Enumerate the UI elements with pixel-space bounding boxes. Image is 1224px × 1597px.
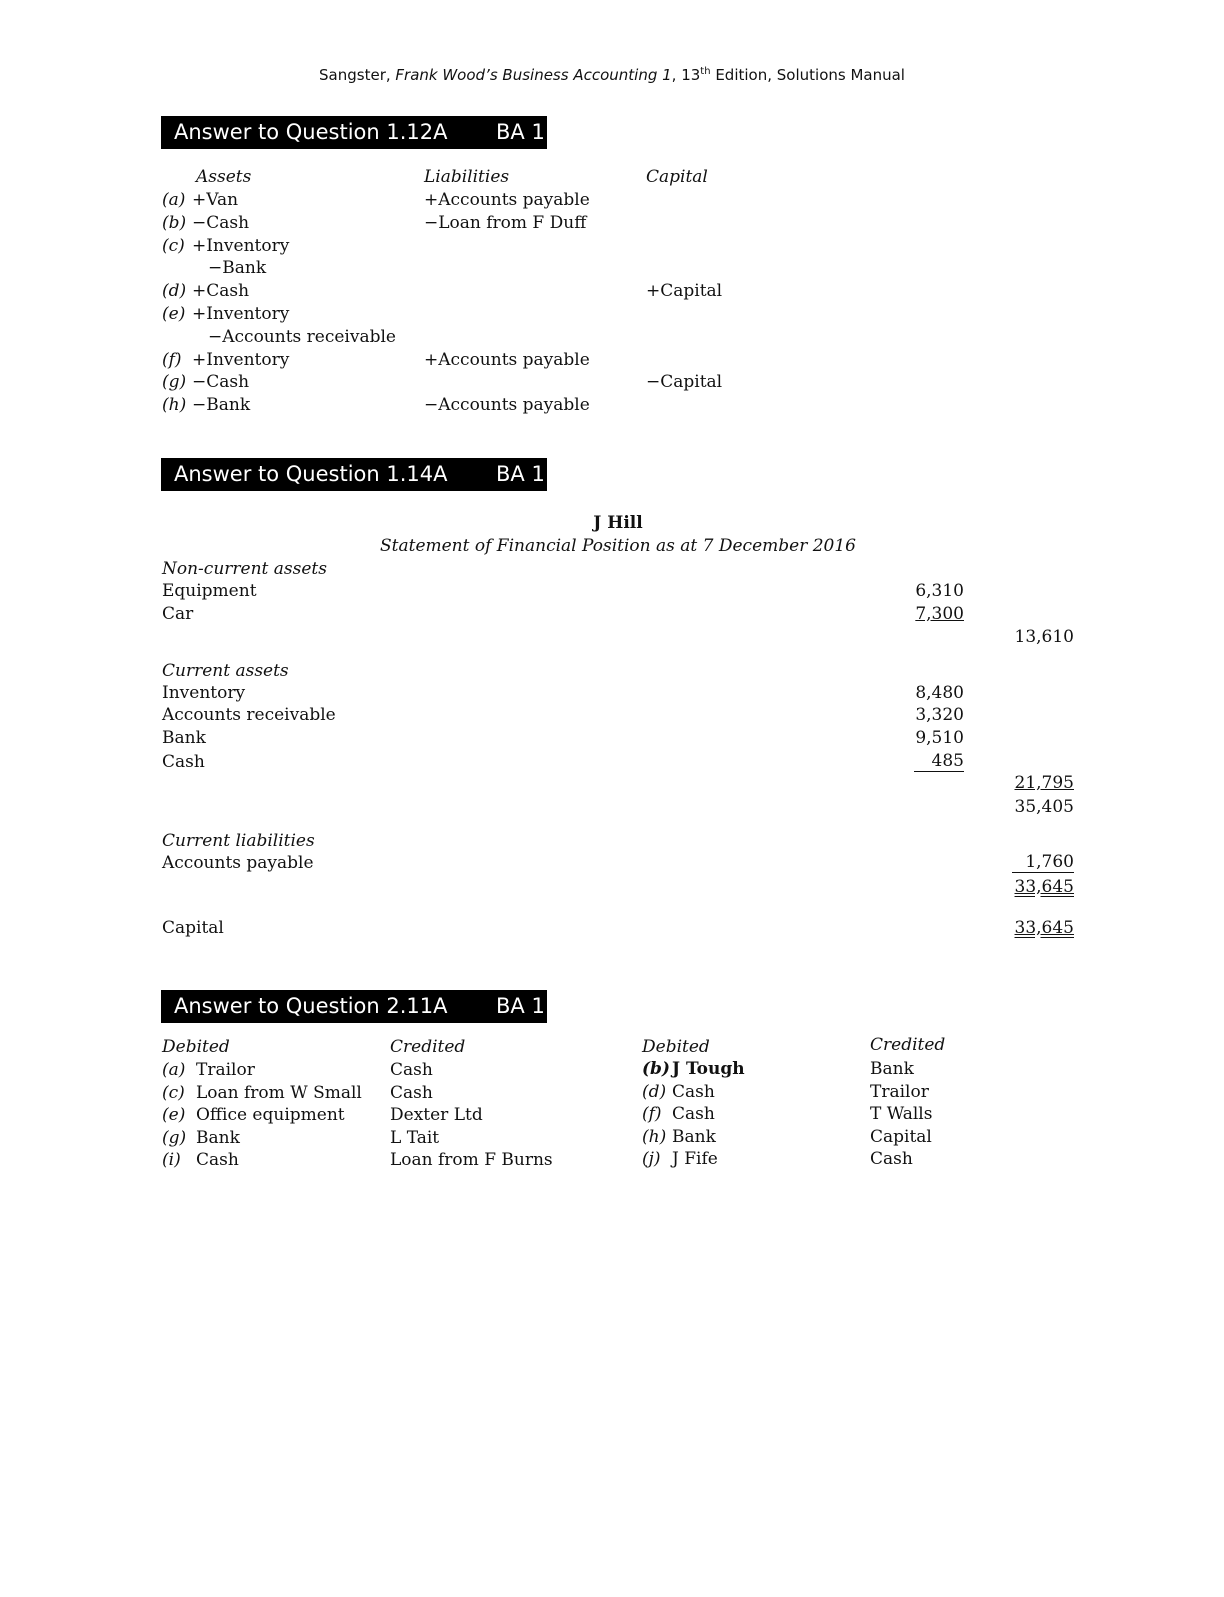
statement-title: Statement of Financial Position as at 7 December 2016 bbox=[380, 536, 856, 556]
q1-row-letter: (d) bbox=[162, 281, 187, 301]
q3-left-row-credit: Loan from F Burns bbox=[390, 1150, 553, 1170]
car-label: Car bbox=[162, 604, 194, 624]
q3-left-row-letter: (g) bbox=[162, 1128, 187, 1148]
q1-banner bbox=[161, 116, 547, 149]
q3-right-row-debit: Cash bbox=[672, 1104, 715, 1124]
header-edition-sup: th bbox=[700, 66, 711, 77]
current-liabilities-heading: Current liabilities bbox=[162, 831, 315, 851]
q1-row-asset: −Cash bbox=[192, 372, 250, 392]
q3-right-row-debit: J Tough bbox=[672, 1059, 745, 1079]
payable-label: Accounts payable bbox=[162, 853, 314, 873]
q3-left-row-debit: Loan from W Small bbox=[196, 1083, 362, 1103]
q1-row-letter: (f) bbox=[162, 350, 182, 370]
q3-left-row-letter: (c) bbox=[162, 1083, 185, 1103]
q1-col-assets: Assets bbox=[196, 167, 252, 187]
q3-right-row-debit: Bank bbox=[672, 1127, 716, 1147]
q1-row-asset: −Cash bbox=[192, 213, 250, 233]
current-assets-total: 21,795 bbox=[1014, 773, 1074, 793]
noncurrent-heading: Non-current assets bbox=[162, 559, 327, 579]
q3-left-row-credit: Cash bbox=[390, 1060, 433, 1080]
q1-row-letter: (h) bbox=[162, 395, 187, 415]
q1-row-letter: (c) bbox=[162, 236, 185, 256]
car-value: 7,300 bbox=[915, 604, 964, 624]
header-book-title: Frank Wood’s Business Accounting 1 bbox=[395, 66, 672, 84]
q3-left-row-letter: (a) bbox=[162, 1060, 186, 1080]
receivable-value: 3,320 bbox=[915, 705, 964, 725]
q1-row-letter: (e) bbox=[162, 304, 186, 324]
header-author: Sangster, bbox=[319, 66, 396, 84]
q3-left-row-credit: L Tait bbox=[390, 1128, 440, 1148]
q3-left-row-letter: (i) bbox=[162, 1150, 181, 1170]
q1-ba-label: BA 1 bbox=[496, 120, 545, 144]
equipment-label: Equipment bbox=[162, 581, 257, 601]
q1-row-asset: −Bank bbox=[208, 258, 267, 278]
q3-right-row-letter: (d) bbox=[642, 1082, 667, 1102]
payable-value: 1,760 bbox=[1012, 852, 1074, 873]
q3-left-row-credit: Dexter Ltd bbox=[390, 1105, 483, 1125]
q3-right-row-letter: (h) bbox=[642, 1127, 667, 1147]
inventory-value: 8,480 bbox=[915, 683, 964, 703]
q3-right-row-debit: Cash bbox=[672, 1082, 715, 1102]
noncurrent-total: 13,610 bbox=[1014, 627, 1074, 647]
q1-row-asset: −Accounts receivable bbox=[208, 327, 396, 347]
capital-label: Capital bbox=[162, 918, 224, 938]
q1-row-asset: −Bank bbox=[192, 395, 251, 415]
header-edition-rest: Edition, Solutions Manual bbox=[710, 66, 905, 84]
capital-value: 33,645 bbox=[1014, 918, 1074, 938]
q3-right-row-credit: Capital bbox=[870, 1127, 932, 1147]
q1-row-asset: +Van bbox=[192, 190, 239, 210]
q1-row-asset: +Cash bbox=[192, 281, 250, 301]
q1-row-letter: (a) bbox=[162, 190, 186, 210]
q1-col-liabilities: Liabilities bbox=[424, 167, 510, 187]
header-edition: , 13 bbox=[671, 66, 701, 84]
q3-banner bbox=[161, 990, 547, 1023]
q3-col-credited-right: Credited bbox=[870, 1035, 946, 1055]
q3-right-row-letter: (j) bbox=[642, 1149, 661, 1169]
q3-left-row-debit: Trailor bbox=[196, 1060, 255, 1080]
q3-left-row-debit: Cash bbox=[196, 1150, 239, 1170]
inventory-label: Inventory bbox=[162, 683, 246, 703]
bank-value: 9,510 bbox=[915, 728, 964, 748]
q2-ba-label: BA 1 bbox=[496, 462, 545, 486]
q1-row-asset: +Inventory bbox=[192, 304, 290, 324]
q1-row-asset: +Inventory bbox=[192, 236, 290, 256]
q3-right-row-debit: J Fife bbox=[672, 1149, 718, 1169]
q1-row-asset: +Inventory bbox=[192, 350, 290, 370]
equipment-value: 6,310 bbox=[915, 581, 964, 601]
q3-right-row-credit: Bank bbox=[870, 1059, 914, 1079]
q3-left-row-credit: Cash bbox=[390, 1083, 433, 1103]
cash-label: Cash bbox=[162, 752, 205, 772]
q3-left-row-debit: Office equipment bbox=[196, 1105, 345, 1125]
q1-row-liability: −Accounts payable bbox=[424, 395, 590, 415]
q3-left-row-letter: (e) bbox=[162, 1105, 186, 1125]
q2-banner bbox=[161, 458, 547, 491]
q1-row-letter: (b) bbox=[162, 213, 187, 233]
q1-row-liability: +Accounts payable bbox=[424, 190, 590, 210]
q3-left-row-debit: Bank bbox=[196, 1128, 240, 1148]
q3-ba-label: BA 1 bbox=[496, 994, 545, 1018]
q1-col-capital: Capital bbox=[646, 167, 708, 187]
q3-right-row-credit: T Walls bbox=[870, 1104, 933, 1124]
total-assets: 35,405 bbox=[1014, 797, 1074, 817]
q2-title: Answer to Question 1.14A bbox=[174, 462, 448, 486]
q3-right-row-credit: Cash bbox=[870, 1149, 913, 1169]
q1-title: Answer to Question 1.12A bbox=[174, 120, 448, 144]
q3-right-row-letter: (b) bbox=[642, 1059, 670, 1079]
current-assets-heading: Current assets bbox=[162, 661, 289, 681]
q1-row-liability: −Loan from F Duff bbox=[424, 213, 587, 233]
q3-title: Answer to Question 2.11A bbox=[174, 994, 448, 1018]
q1-row-capital: −Capital bbox=[646, 372, 723, 392]
receivable-label: Accounts receivable bbox=[162, 705, 336, 725]
company-name: J Hill bbox=[593, 513, 643, 533]
running-header bbox=[0, 66, 1224, 84]
bank-label: Bank bbox=[162, 728, 206, 748]
q3-col-debited-right: Debited bbox=[642, 1037, 710, 1057]
q1-row-capital: +Capital bbox=[646, 281, 723, 301]
q3-col-credited-left: Credited bbox=[390, 1037, 466, 1057]
q1-row-liability: +Accounts payable bbox=[424, 350, 590, 370]
net-assets: 33,645 bbox=[1014, 877, 1074, 897]
q3-col-debited-left: Debited bbox=[162, 1037, 230, 1057]
q1-row-letter: (g) bbox=[162, 372, 187, 392]
cash-value: 485 bbox=[914, 751, 964, 772]
q3-right-row-letter: (f) bbox=[642, 1104, 662, 1124]
q3-right-row-credit: Trailor bbox=[870, 1082, 929, 1102]
